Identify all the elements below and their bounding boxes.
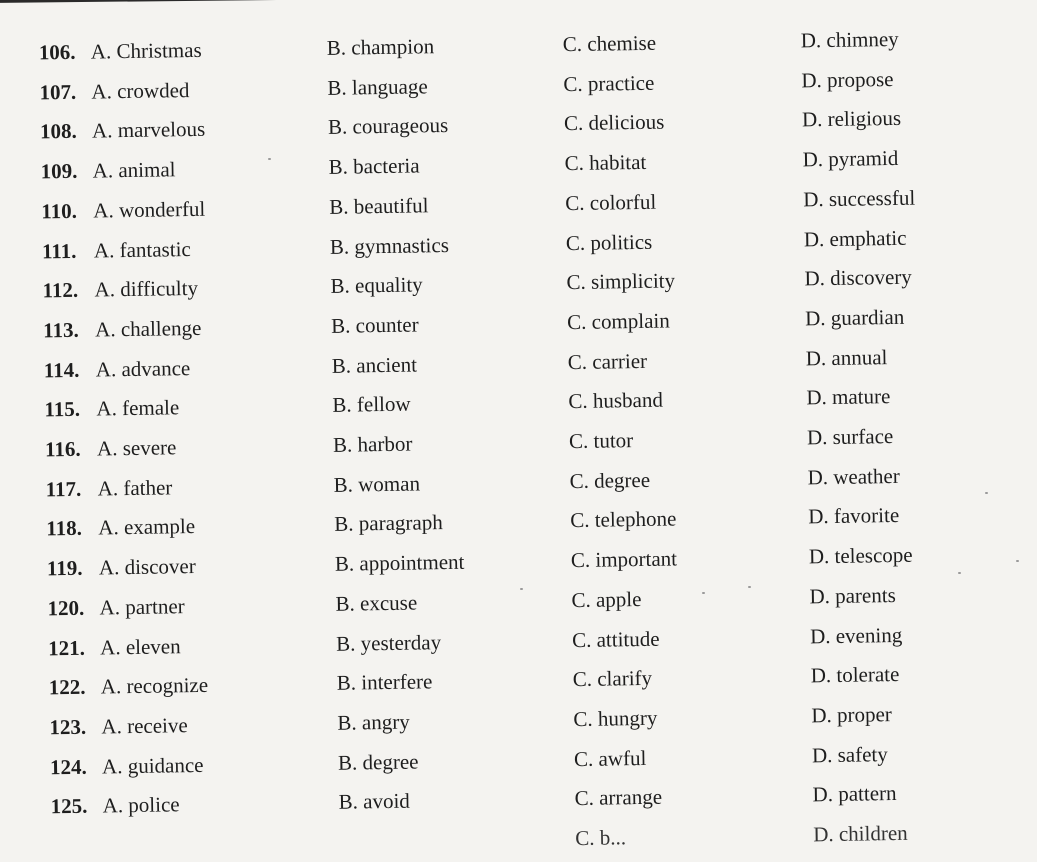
option-a: A. police — [102, 792, 180, 818]
question-row — [12, 776, 1036, 822]
option-c: C. arrange — [574, 784, 663, 811]
option-b: B. angry — [337, 709, 410, 735]
question-row — [6, 339, 1030, 385]
question-number: 124. — [49, 754, 87, 779]
question-number: 117. — [45, 476, 82, 502]
question-row — [11, 697, 1035, 743]
question-number: 118. — [46, 516, 83, 541]
option-d: D. propose — [801, 66, 894, 93]
option-c: C. awful — [573, 745, 647, 771]
option-b: B. appointment — [334, 549, 465, 576]
option-d: D. successful — [803, 185, 916, 212]
option-a: A. father — [97, 475, 173, 501]
option-b: B. language — [327, 73, 428, 100]
option-d: D. chimney — [800, 26, 899, 53]
option-b: B. fellow — [332, 391, 411, 418]
option-c: C. carrier — [567, 348, 648, 374]
option-b: B. ancient — [331, 352, 418, 378]
option-d: D. evening — [809, 622, 903, 648]
question-row — [5, 300, 1029, 346]
option-d: D. guardian — [804, 304, 905, 331]
scan-speck — [1016, 560, 1019, 562]
option-d: D. pyramid — [802, 146, 899, 172]
question-number: 108. — [39, 119, 78, 144]
option-c: C. chemise — [562, 30, 657, 57]
option-b: B. champion — [326, 34, 435, 60]
question-number: 107. — [39, 79, 77, 105]
option-c: C. clarify — [572, 666, 653, 692]
option-c: C. simplicity — [566, 268, 676, 295]
option-d: D. surface — [806, 424, 894, 450]
option-d: D. weather — [807, 463, 900, 490]
option-a: A. example — [98, 514, 196, 540]
scan-speck — [958, 572, 961, 574]
question-row — [9, 578, 1033, 624]
option-b: B. bacteria — [328, 153, 420, 179]
option-c: C. attitude — [571, 626, 660, 652]
option-a: A. severe — [96, 435, 177, 461]
question-number: 114. — [43, 357, 80, 382]
option-c: C. degree — [569, 467, 651, 493]
option-c: C. politics — [565, 229, 653, 255]
question-row — [10, 617, 1034, 663]
option-b: B. counter — [330, 312, 419, 338]
question-number: 123. — [49, 714, 87, 740]
option-d: D. telescope — [808, 542, 913, 569]
question-number: 111. — [41, 238, 77, 263]
option-d: D. favorite — [808, 503, 900, 529]
option-a: A. guidance — [101, 752, 204, 779]
question-number: 110. — [41, 198, 78, 224]
option-c: C. practice — [563, 70, 655, 96]
question-row — [6, 379, 1030, 425]
option-d: D. discovery — [804, 264, 912, 291]
question-number: 120. — [47, 595, 85, 621]
question-row — [7, 419, 1031, 465]
option-a: A. wonderful — [93, 196, 206, 223]
option-a: A. advance — [95, 355, 191, 382]
option-b: B. gymnastics — [329, 232, 450, 259]
option-a: A. fantastic — [93, 236, 191, 263]
question-number: 121. — [47, 635, 86, 660]
option-b: B. yesterday — [335, 629, 442, 656]
option-b: B. beautiful — [329, 193, 429, 219]
scan-speck — [985, 492, 988, 494]
option-c: C. telephone — [570, 506, 677, 533]
option-c: C. apple — [571, 586, 642, 612]
option-a: A. recognize — [100, 673, 209, 699]
option-b: B. excuse — [335, 590, 418, 616]
scan-speck — [520, 588, 523, 590]
question-number: 116. — [44, 436, 81, 462]
option-d: D. religious — [801, 106, 902, 132]
option-a: A. partner — [99, 593, 185, 620]
option-c: C. b... — [575, 825, 627, 851]
option-c: C. important — [570, 546, 678, 573]
question-row — [3, 181, 1027, 227]
question-row — [2, 141, 1026, 187]
option-a: A. eleven — [99, 633, 181, 660]
scan-speck — [268, 158, 271, 160]
option-b: B. interfere — [336, 669, 433, 695]
option-a: A. Christmas — [90, 37, 202, 64]
option-d: D. emphatic — [803, 225, 907, 251]
question-number: 106. — [38, 39, 76, 65]
question-row — [2, 101, 1026, 147]
option-a: A. female — [96, 395, 180, 421]
option-a: A. crowded — [91, 77, 190, 104]
option-d: D. parents — [809, 582, 896, 609]
option-a: A. challenge — [94, 315, 202, 342]
option-a: A. marvelous — [91, 117, 206, 143]
option-c: C. colorful — [565, 189, 657, 215]
option-c: C. delicious — [563, 109, 665, 136]
question-number: 112. — [42, 277, 79, 303]
option-a: A. discover — [98, 554, 196, 580]
scan-speck — [702, 592, 705, 594]
option-d: D. children — [813, 820, 908, 847]
question-number: 113. — [43, 317, 79, 343]
option-b: B. avoid — [338, 788, 410, 815]
cut-off-row — [13, 816, 1037, 862]
option-a: A. difficulty — [94, 276, 199, 302]
option-b: B. harbor — [332, 431, 413, 457]
question-number: 122. — [48, 674, 86, 700]
question-row — [1, 22, 1025, 68]
question-row — [11, 657, 1035, 703]
option-d: D. safety — [811, 741, 888, 767]
option-b: B. courageous — [327, 113, 449, 140]
option-d: D. tolerate — [810, 662, 900, 688]
option-b: B. degree — [337, 749, 419, 775]
option-c: C. husband — [568, 387, 664, 414]
option-d: D. annual — [805, 344, 888, 370]
question-row — [1, 62, 1025, 108]
option-a: A. receive — [101, 713, 188, 739]
question-row — [8, 498, 1032, 544]
option-d: D. proper — [811, 701, 892, 728]
question-row — [12, 736, 1036, 782]
option-c: C. habitat — [564, 149, 647, 176]
question-row — [9, 538, 1033, 584]
option-d: D. mature — [806, 384, 891, 410]
option-c: C. hungry — [573, 705, 658, 731]
question-number: 119. — [46, 555, 83, 581]
option-b: B. paragraph — [334, 510, 443, 537]
question-number: 109. — [40, 158, 78, 184]
option-c: C. tutor — [568, 428, 634, 454]
option-c: C. complain — [566, 308, 670, 335]
question-row — [4, 220, 1028, 266]
question-number: 115. — [44, 397, 81, 422]
question-row — [7, 459, 1031, 505]
option-a: A. animal — [92, 157, 176, 183]
option-b: B. equality — [330, 272, 423, 299]
option-d: D. pattern — [812, 781, 897, 807]
question-row — [4, 260, 1028, 306]
option-b: B. woman — [333, 471, 421, 497]
question-number: 125. — [50, 794, 88, 819]
scan-speck — [748, 586, 751, 588]
